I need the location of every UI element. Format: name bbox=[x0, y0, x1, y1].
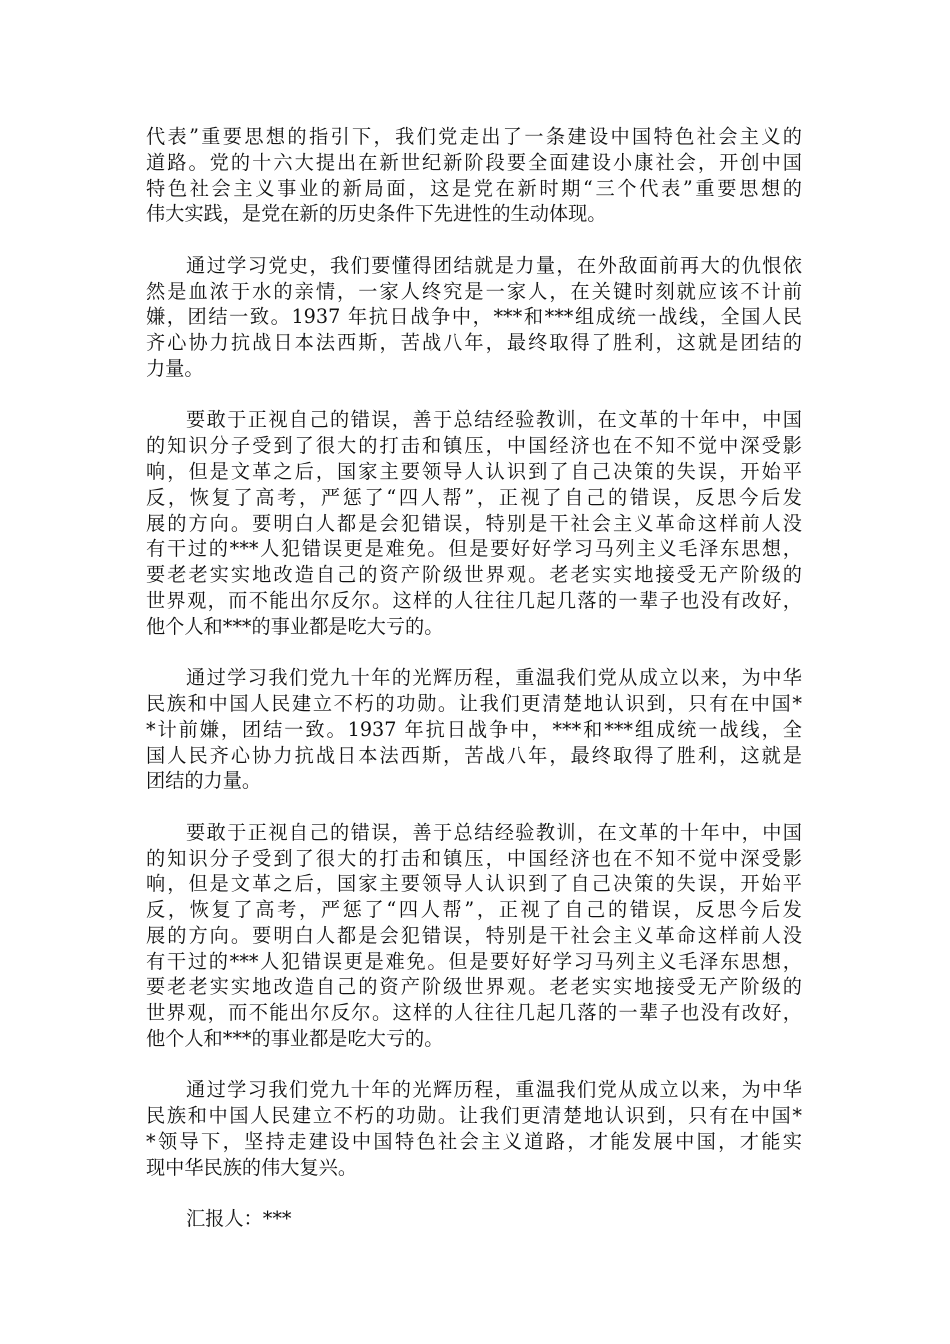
paragraph-line: 国人民齐心协力抗战日本法西斯，苦战八年，最终取得了胜利，这就是 bbox=[146, 743, 802, 767]
paragraph-line: 展的方向。要明白人都是会犯错误，特别是干社会主义革命这样前人没 bbox=[146, 923, 802, 947]
paragraph-line: 反，恢复了高考，严惩了“四人帮”，正视了自己的错误，反思今后发 bbox=[146, 898, 802, 922]
body-paragraph bbox=[146, 124, 802, 227]
paragraph-line: 团结的力量。 bbox=[146, 769, 262, 793]
paragraph-line: 然是血浓于水的亲情，一家人终究是一家人，在关键时刻就应该不计前 bbox=[146, 279, 802, 303]
paragraph-line: 道路。党的十六大提出在新世纪新阶段要全面建设小康社会，开创中国 bbox=[146, 150, 802, 174]
body-paragraph bbox=[146, 1077, 802, 1180]
paragraph-line: 齐心协力抗战日本法西斯，苦战八年，最终取得了胜利，这就是团结的 bbox=[146, 331, 802, 355]
body-paragraph bbox=[146, 665, 802, 794]
paragraph-line: 要敢于正视自己的错误，善于总结经验教训，在文革的十年中，中国 bbox=[186, 820, 802, 844]
paragraph-line: *领导下，坚持走建设中国特色社会主义道路，才能发展中国，才能实 bbox=[146, 1130, 802, 1154]
signature-line: 汇报人：*** bbox=[186, 1207, 292, 1231]
paragraph-line: *计前嫌，团结一致。1937 年抗日战争中，***和***组成统一战线，全 bbox=[146, 717, 802, 741]
paragraph-line: 的知识分子受到了很大的打击和镇压，中国经济也在不知不觉中深受影 bbox=[146, 434, 802, 458]
paragraph-line: 特色社会主义事业的新局面，这是党在新时期“三个代表”重要思想的 bbox=[146, 176, 802, 200]
paragraph-line: 要老老实实地改造自己的资产阶级世界观。老老实实地接受无产阶级的 bbox=[146, 563, 802, 587]
paragraph-line: 通过学习我们党九十年的光辉历程，重温我们党从成立以来，为中华 bbox=[186, 666, 802, 690]
paragraph-line: 民族和中国人民建立不朽的功勋。让我们更清楚地认识到，只有在中国* bbox=[146, 1104, 802, 1128]
paragraph-line: 的知识分子受到了很大的打击和镇压，中国经济也在不知不觉中深受影 bbox=[146, 846, 802, 870]
paragraph-line: 要敢于正视自己的错误，善于总结经验教训，在文革的十年中，中国 bbox=[186, 408, 802, 432]
paragraph-line: 有干过的***人犯错误更是难免。但是要好好学习马列主义毛泽东思想， bbox=[146, 537, 802, 561]
paragraph-line: 通过学习党史，我们要懂得团结就是力量，在外敌面前再大的仇恨依 bbox=[186, 253, 802, 277]
paragraph-line: 展的方向。要明白人都是会犯错误，特别是干社会主义革命这样前人没 bbox=[146, 511, 802, 535]
paragraph-line: 响，但是文革之后，国家主要领导人认识到了自己决策的失误，开始平 bbox=[146, 459, 802, 483]
paragraph-line: 反，恢复了高考，严惩了“四人帮”，正视了自己的错误，反思今后发 bbox=[146, 485, 802, 509]
document-body bbox=[146, 124, 802, 1232]
paragraph-line: 民族和中国人民建立不朽的功勋。让我们更清楚地认识到，只有在中国* bbox=[146, 691, 802, 715]
paragraph-line: 伟大实践，是党在新的历史条件下先进性的生动体现。 bbox=[146, 202, 607, 226]
paragraph-line: 要老老实实地改造自己的资产阶级世界观。老老实实地接受无产阶级的 bbox=[146, 975, 802, 999]
paragraph-line: 世界观，而不能出尔反尔。这样的人往往几起几落的一辈子也没有改好， bbox=[146, 1001, 802, 1025]
paragraph-line: 他个人和***的事业都是吃大亏的。 bbox=[146, 614, 444, 638]
paragraph-line: 嫌，团结一致。1937 年抗日战争中，***和***组成统一战线，全国人民 bbox=[146, 305, 802, 329]
body-paragraph bbox=[146, 820, 802, 1052]
paragraph-line: 响，但是文革之后，国家主要领导人认识到了自己决策的失误，开始平 bbox=[146, 872, 802, 896]
paragraph-line: 代表”重要思想的指引下，我们党走出了一条建设中国特色社会主义的 bbox=[146, 125, 802, 148]
paragraph-line: 力量。 bbox=[146, 356, 204, 380]
paragraph-line: 世界观，而不能出尔反尔。这样的人往往几起几落的一辈子也没有改好， bbox=[146, 588, 802, 612]
body-paragraph bbox=[146, 407, 802, 639]
paragraph-line: 他个人和***的事业都是吃大亏的。 bbox=[146, 1027, 444, 1051]
paragraph-line: 现中华民族的伟大复兴。 bbox=[146, 1155, 358, 1179]
body-paragraph bbox=[146, 253, 802, 382]
paragraph-line: 有干过的***人犯错误更是难免。但是要好好学习马列主义毛泽东思想， bbox=[146, 949, 802, 973]
paragraph-line: 通过学习我们党九十年的光辉历程，重温我们党从成立以来，为中华 bbox=[186, 1078, 802, 1102]
